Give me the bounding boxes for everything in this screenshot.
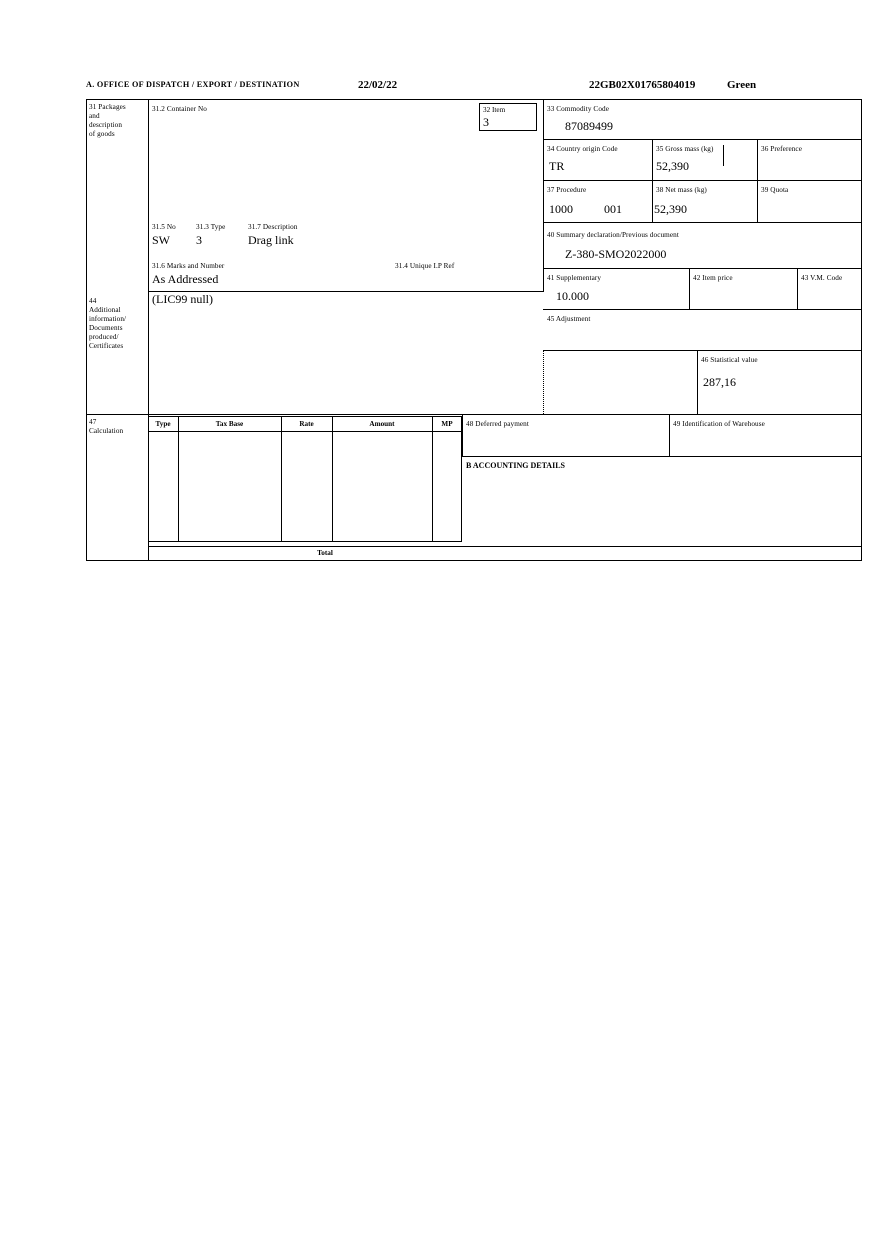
box38-39-divider bbox=[757, 180, 758, 222]
box33-label: 33 Commodity Code bbox=[547, 105, 609, 113]
calc-col-divider-1 bbox=[178, 416, 179, 542]
marks-and-number-label: 31.6 Marks and Number bbox=[152, 262, 225, 270]
box34-35-divider bbox=[652, 139, 653, 180]
box35-value: 52,390 bbox=[656, 159, 689, 173]
box38-value: 52,390 bbox=[654, 202, 687, 216]
calc-col-divider-2 bbox=[281, 416, 282, 542]
box37-38-divider bbox=[652, 180, 653, 222]
calc-col-header-rate: Rate bbox=[299, 420, 314, 428]
box41-value: 10.000 bbox=[556, 289, 589, 303]
box43-label: 43 V.M. Code bbox=[801, 274, 843, 282]
box31-right-divider bbox=[543, 99, 544, 291]
calc-col-divider-4 bbox=[432, 416, 433, 542]
box46-left-divider bbox=[697, 350, 698, 414]
box42-label: 42 Item price bbox=[693, 274, 733, 282]
box47-top-divider bbox=[86, 414, 862, 415]
box31-label: 31 Packages and description of goods bbox=[89, 103, 126, 138]
unique-ip-ref-label: 31.4 Unique I.P Ref bbox=[395, 262, 455, 270]
box32-item bbox=[479, 103, 537, 131]
accounting-details-label: B ACCOUNTING DETAILS bbox=[466, 461, 565, 470]
box44-value: (LIC99 null) bbox=[152, 292, 213, 306]
box40-value: Z-380-SMO2022000 bbox=[565, 247, 667, 261]
packages-no-label: 31.5 No bbox=[152, 223, 176, 231]
box32-label: 32 Item bbox=[483, 106, 506, 114]
goods-description-value: Drag link bbox=[248, 233, 294, 247]
calculation-table bbox=[148, 416, 462, 542]
box37-value-a: 1000 bbox=[549, 202, 573, 216]
calc-col-header-amount: Amount bbox=[369, 420, 395, 428]
calc-col-header-tax-base: Tax Base bbox=[215, 420, 244, 428]
box32-value: 3 bbox=[483, 115, 489, 129]
box37-value-b: 001 bbox=[604, 202, 622, 216]
box34-value: TR bbox=[549, 159, 565, 173]
box37-row-bottom-divider bbox=[543, 222, 862, 223]
box41-label: 41 Supplementary bbox=[547, 274, 602, 282]
total-row-top-divider bbox=[148, 546, 862, 547]
box41-row-bottom-divider bbox=[543, 309, 862, 310]
packages-type-label: 31.3 Type bbox=[196, 223, 226, 231]
box40-bottom-divider bbox=[543, 268, 862, 269]
box35-inner-tick bbox=[723, 145, 724, 166]
box41-42-divider bbox=[689, 268, 690, 309]
box40-label: 40 Summary declaration/Previous document bbox=[547, 231, 679, 239]
box45-bottom-divider bbox=[543, 350, 862, 351]
box45-46-dotted-divider bbox=[543, 350, 544, 414]
mrn-number: 22GB02X01765804019 bbox=[589, 79, 696, 91]
box33-value: 87089499 bbox=[565, 119, 613, 133]
box49-label: 49 Identification of Warehouse bbox=[673, 420, 765, 428]
box44-label: 44 Additional information/ Documents produced/ Certificates bbox=[89, 297, 127, 350]
box47-label: 47 Calculation bbox=[89, 418, 124, 435]
office-of-dispatch-label: A. OFFICE OF DISPATCH / EXPORT / DESTINATION bbox=[86, 80, 300, 89]
packages-type-value: 3 bbox=[196, 233, 202, 247]
declaration-date: 22/02/22 bbox=[358, 79, 398, 91]
packages-no-value: SW bbox=[152, 233, 170, 247]
calc-col-divider-3 bbox=[332, 416, 333, 542]
box36-label: 36 Preference bbox=[761, 145, 803, 153]
box48-49-divider bbox=[669, 414, 670, 456]
box46-label: 46 Statistical value bbox=[701, 356, 758, 364]
box35-label: 35 Gross mass (kg) bbox=[656, 145, 714, 153]
box42-43-divider bbox=[797, 268, 798, 309]
box48-bottom-divider bbox=[462, 456, 862, 457]
document-header bbox=[86, 80, 862, 94]
goods-description-label: 31.7 Description bbox=[248, 223, 298, 231]
box34-row-bottom-divider bbox=[543, 180, 862, 181]
calc-col-header-mp: MP bbox=[441, 420, 453, 428]
box45-label: 45 Adjustment bbox=[547, 315, 591, 323]
box47-48-divider bbox=[462, 414, 463, 456]
routing-lane: Green bbox=[727, 79, 757, 91]
container-no-label: 31.2 Container No bbox=[152, 105, 207, 113]
box37-label: 37 Procedure bbox=[547, 186, 587, 194]
calc-col-header-type: Type bbox=[155, 420, 171, 428]
calc-header-bottom-divider bbox=[148, 431, 462, 432]
total-label: Total bbox=[317, 549, 333, 557]
box33-bottom-divider bbox=[543, 139, 862, 140]
marks-and-number-value: As Addressed bbox=[152, 272, 219, 286]
box46-value: 287,16 bbox=[703, 375, 736, 389]
box48-label: 48 Deferred payment bbox=[466, 420, 529, 428]
box38-label: 38 Net mass (kg) bbox=[656, 186, 707, 194]
box35-36-divider bbox=[757, 139, 758, 180]
box34-label: 34 Country origin Code bbox=[547, 145, 618, 153]
box39-label: 39 Quota bbox=[761, 186, 789, 194]
